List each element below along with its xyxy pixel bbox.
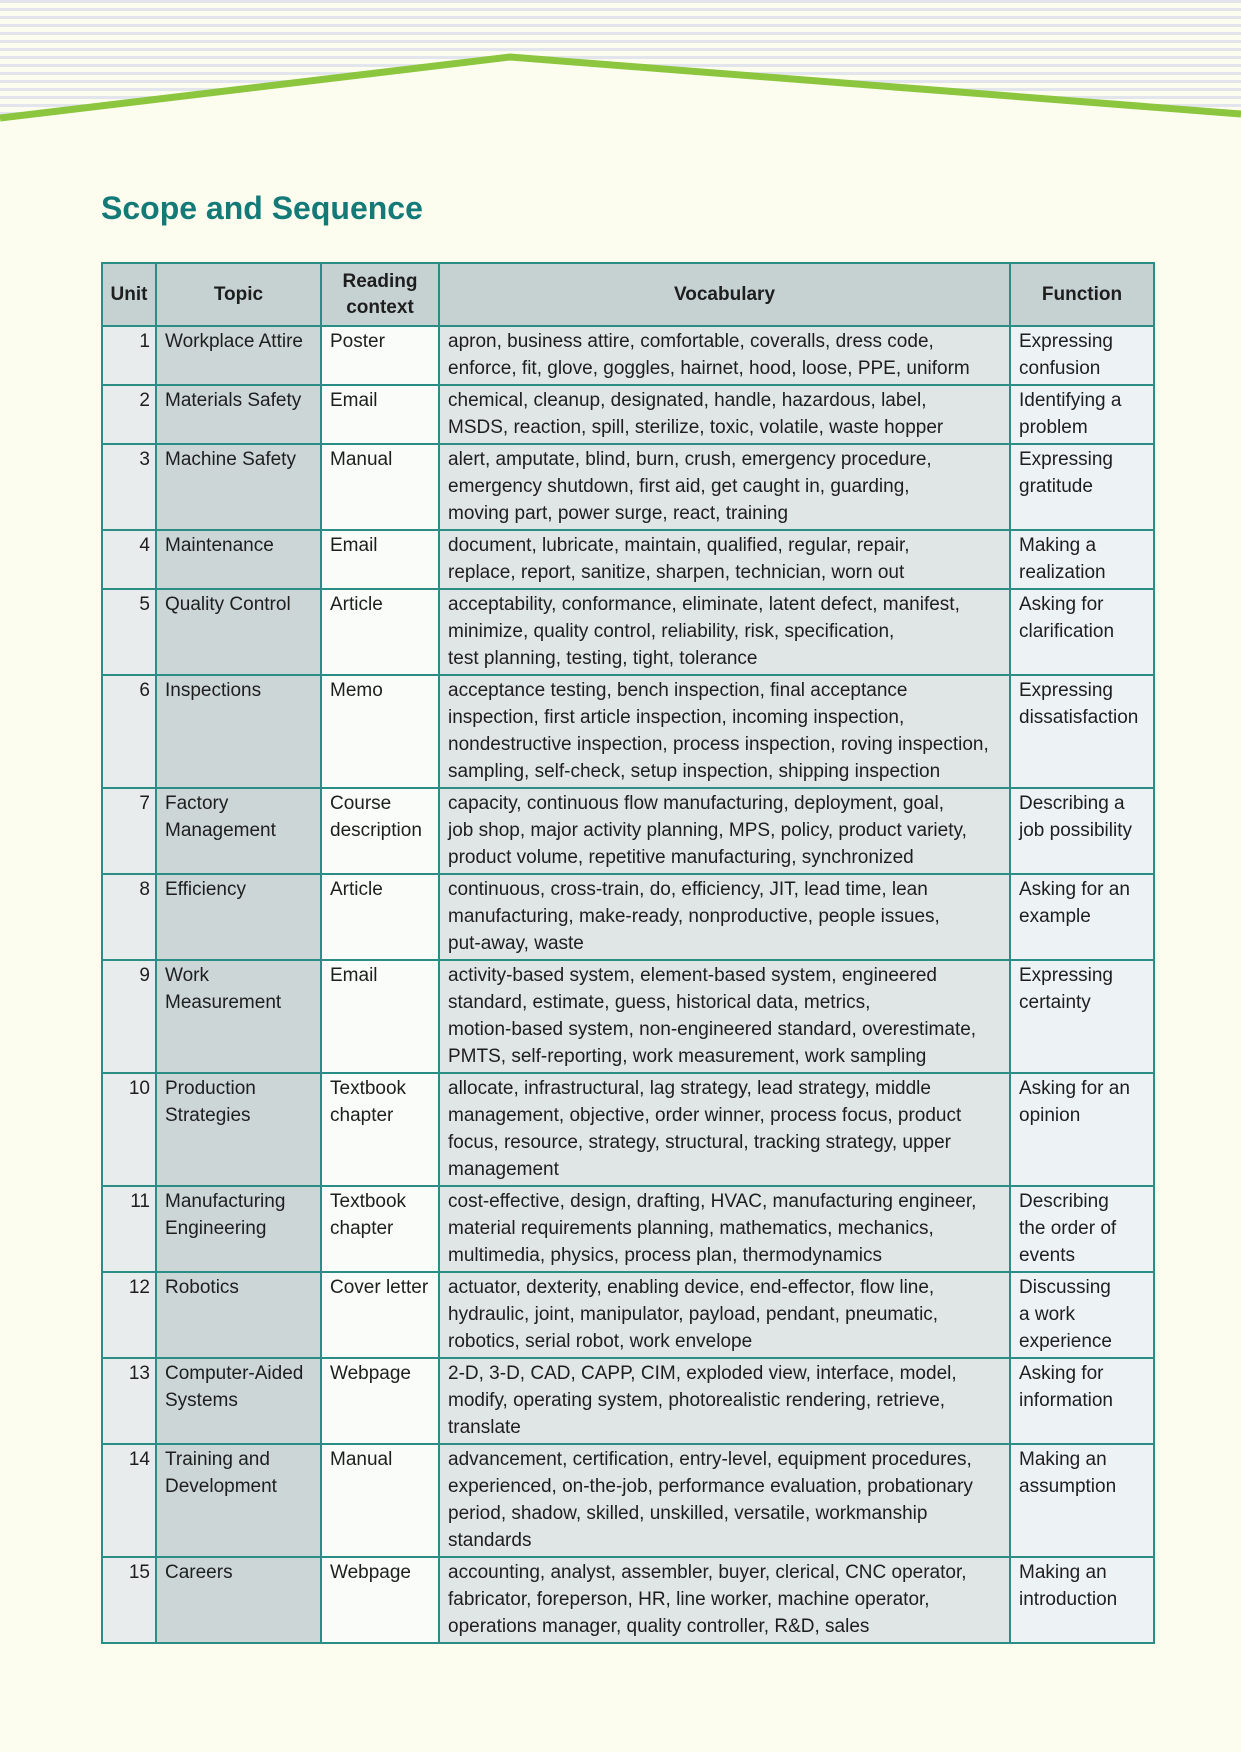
table-row — [102, 530, 1154, 589]
table-row — [102, 444, 1154, 530]
vocabulary-cell: continuous, cross-train, do, efficiency, JIT, lead time, lean manufacturing, make-ready, nonproductive, people issues, put-away, waste — [439, 874, 1010, 960]
function-cell: Asking for information — [1010, 1358, 1154, 1444]
unit-cell: 11 — [102, 1186, 156, 1272]
function-cell: Asking for an example — [1010, 874, 1154, 960]
unit-cell: 12 — [102, 1272, 156, 1358]
reading-context-cell: Webpage — [321, 1358, 439, 1444]
topic-cell: Production Strategies — [156, 1073, 321, 1186]
topic-cell: Careers — [156, 1557, 321, 1643]
table-row — [102, 589, 1154, 675]
vocabulary-cell: acceptance testing, bench inspection, final acceptance inspection, first article inspection, incoming inspection, nondestructive inspection, process inspection, roving inspection, sampling, self-check, setup inspection, shipping inspection — [439, 675, 1010, 788]
reading-context-cell: Email — [321, 385, 439, 444]
unit-cell: 7 — [102, 788, 156, 874]
topic-cell: Materials Safety — [156, 385, 321, 444]
topic-cell: Workplace Attire — [156, 326, 321, 385]
topic-cell: Computer-Aided Systems — [156, 1358, 321, 1444]
table-row — [102, 326, 1154, 385]
function-cell: Asking for an opinion — [1010, 1073, 1154, 1186]
vocabulary-cell: apron, business attire, comfortable, coveralls, dress code, enforce, fit, glove, goggles, hairnet, hood, loose, PPE, uniform — [439, 326, 1010, 385]
reading-context-cell: Manual — [321, 1444, 439, 1557]
function-cell: Making an introduction — [1010, 1557, 1154, 1643]
vocabulary-cell: cost-effective, design, drafting, HVAC, manufacturing engineer, material requirements planning, mathematics, mechanics, multimedia, physics, process plan, thermodynamics — [439, 1186, 1010, 1272]
unit-cell: 2 — [102, 385, 156, 444]
function-cell: Asking for clarification — [1010, 589, 1154, 675]
topic-cell: Factory Management — [156, 788, 321, 874]
unit-cell: 4 — [102, 530, 156, 589]
header-reading-context — [321, 263, 439, 326]
unit-cell: 13 — [102, 1358, 156, 1444]
table-row — [102, 874, 1154, 960]
table-row — [102, 1272, 1154, 1358]
table-row — [102, 1444, 1154, 1557]
function-cell: Describing the order of events — [1010, 1186, 1154, 1272]
table-body — [102, 326, 1154, 1643]
header-wave-decoration — [0, 0, 1241, 135]
function-cell: Expressing dissatisfaction — [1010, 675, 1154, 788]
reading-context-cell: Course description — [321, 788, 439, 874]
reading-context-cell: Webpage — [321, 1557, 439, 1643]
table-header — [102, 263, 1154, 326]
unit-cell: 10 — [102, 1073, 156, 1186]
unit-cell: 3 — [102, 444, 156, 530]
reading-context-cell: Memo — [321, 675, 439, 788]
scope-sequence-table — [101, 262, 1155, 1644]
topic-cell: Work Measurement — [156, 960, 321, 1073]
topic-cell: Quality Control — [156, 589, 321, 675]
table-row — [102, 1557, 1154, 1643]
vocabulary-cell: accounting, analyst, assembler, buyer, clerical, CNC operator, fabricator, foreperson, HR, line worker, machine operator, operations manager, quality controller, R&D, sales — [439, 1557, 1010, 1643]
table-row — [102, 1358, 1154, 1444]
header-row — [102, 263, 1154, 326]
function-cell: Making a realization — [1010, 530, 1154, 589]
unit-cell: 9 — [102, 960, 156, 1073]
table-row — [102, 1186, 1154, 1272]
vocabulary-cell: actuator, dexterity, enabling device, end-effector, flow line, hydraulic, joint, manipulator, payload, pendant, pneumatic, robotics, serial robot, work envelope — [439, 1272, 1010, 1358]
reading-context-cell: Manual — [321, 444, 439, 530]
reading-context-cell: Email — [321, 530, 439, 589]
vocabulary-cell: document, lubricate, maintain, qualified, regular, repair, replace, report, sanitize, sharpen, technician, worn out — [439, 530, 1010, 589]
table-row — [102, 788, 1154, 874]
topic-cell: Machine Safety — [156, 444, 321, 530]
page-title: Scope and Sequence — [101, 190, 423, 226]
vocabulary-cell: activity-based system, element-based system, engineered standard, estimate, guess, historical data, metrics, motion-based system, non-engineered standard, overestimate, PMTS, self-reporting, work measurement, work sampling — [439, 960, 1010, 1073]
topic-cell: Efficiency — [156, 874, 321, 960]
topic-cell: Robotics — [156, 1272, 321, 1358]
vocabulary-cell: allocate, infrastructural, lag strategy, lead strategy, middle management, objective, order winner, process focus, product focus, resource, strategy, structural, tracking strategy, upper management — [439, 1073, 1010, 1186]
function-cell: Expressing confusion — [1010, 326, 1154, 385]
vocabulary-cell: 2-D, 3-D, CAD, CAPP, CIM, exploded view, interface, model, modify, operating system, photorealistic rendering, retrieve, translate — [439, 1358, 1010, 1444]
vocabulary-cell: alert, amputate, blind, burn, crush, emergency procedure, emergency shutdown, first aid, get caught in, guarding, moving part, power surge, react, training — [439, 444, 1010, 530]
function-cell: Expressing gratitude — [1010, 444, 1154, 530]
header-reading-context-text: Reading context — [342, 270, 418, 318]
vocabulary-cell: advancement, certification, entry-level, equipment procedures, experienced, on-the-job, performance evaluation, probationary period, shadow, skilled, unskilled, versatile, workmanship standards — [439, 1444, 1010, 1557]
table-row — [102, 960, 1154, 1073]
vocabulary-cell: capacity, continuous flow manufacturing, deployment, goal, job shop, major activity planning, MPS, policy, product variety, product volume, repetitive manufacturing, synchronized — [439, 788, 1010, 874]
table-row — [102, 385, 1154, 444]
reading-context-cell: Poster — [321, 326, 439, 385]
topic-cell: Maintenance — [156, 530, 321, 589]
table-row — [102, 675, 1154, 788]
unit-cell: 5 — [102, 589, 156, 675]
unit-cell: 14 — [102, 1444, 156, 1557]
unit-cell: 1 — [102, 326, 156, 385]
reading-context-cell: Textbook chapter — [321, 1073, 439, 1186]
function-cell: Making an assumption — [1010, 1444, 1154, 1557]
reading-context-cell: Article — [321, 589, 439, 675]
unit-cell: 6 — [102, 675, 156, 788]
vocabulary-cell: acceptability, conformance, eliminate, latent defect, manifest, minimize, quality control, reliability, risk, specification, test planning, testing, tight, tolerance — [439, 589, 1010, 675]
reading-context-cell: Textbook chapter — [321, 1186, 439, 1272]
header-vocabulary: Vocabulary — [439, 263, 1010, 326]
topic-cell: Manufacturing Engineering — [156, 1186, 321, 1272]
function-cell: Discussing a work experience — [1010, 1272, 1154, 1358]
reading-context-cell: Article — [321, 874, 439, 960]
topic-cell: Training and Development — [156, 1444, 321, 1557]
header-topic: Topic — [156, 263, 321, 326]
header-function: Function — [1010, 263, 1154, 326]
header-unit: Unit — [102, 263, 156, 326]
unit-cell: 15 — [102, 1557, 156, 1643]
function-cell: Describing a job possibility — [1010, 788, 1154, 874]
reading-context-cell: Email — [321, 960, 439, 1073]
unit-cell: 8 — [102, 874, 156, 960]
topic-cell: Inspections — [156, 675, 321, 788]
vocabulary-cell: chemical, cleanup, designated, handle, hazardous, label, MSDS, reaction, spill, sterilize, toxic, volatile, waste hopper — [439, 385, 1010, 444]
function-cell: Identifying a problem — [1010, 385, 1154, 444]
function-cell: Expressing certainty — [1010, 960, 1154, 1073]
reading-context-cell: Cover letter — [321, 1272, 439, 1358]
table-row — [102, 1073, 1154, 1186]
